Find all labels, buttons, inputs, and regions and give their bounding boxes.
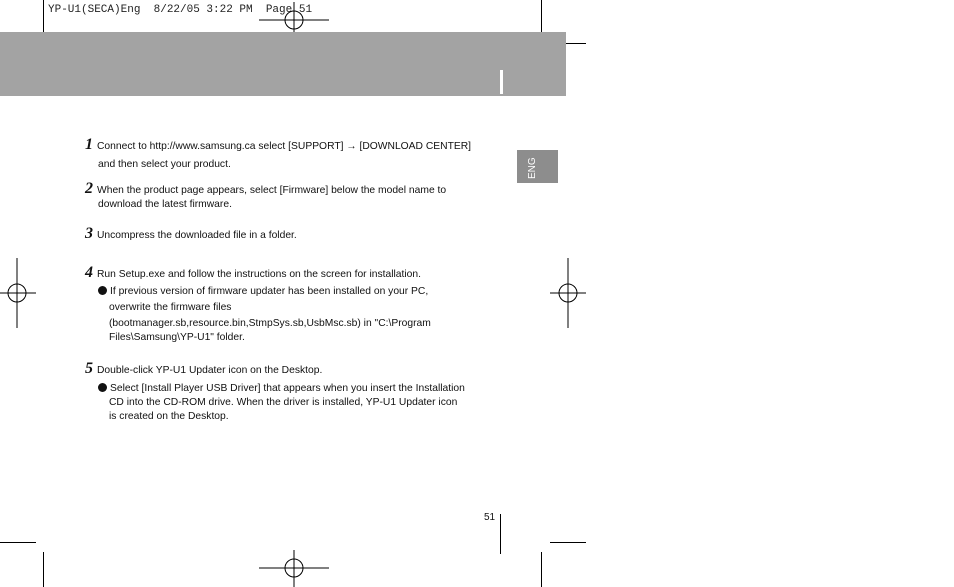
step-4 <box>85 266 485 282</box>
bullet-icon <box>98 383 107 392</box>
step-text: When the product page appears, select [Firmware] below the model name to <box>97 185 447 196</box>
step-1 <box>85 138 485 172</box>
step-text-continued: download the latest firmware. <box>98 199 232 210</box>
page-number: 51 <box>484 512 496 523</box>
crop-mark-tl-v <box>43 0 44 36</box>
step-5-note <box>98 382 488 424</box>
crop-mark-br-h <box>550 542 586 543</box>
page-title: To Upgrade Firmware <box>661 66 880 89</box>
note-text: CD into the CD-ROM drive. When the driver is installed, YP-U1 Updater icon <box>109 397 458 408</box>
crop-mark-bl-v <box>43 552 44 587</box>
note-text: Files\Samsung\YP-U1" folder. <box>109 332 245 343</box>
crop-mark-tr-v <box>541 0 542 36</box>
note-text: (bootmanager.sb,resource.bin,StmpSys.sb,UsbMsc.sb) in "C:\Program <box>109 318 431 329</box>
step-number: 1 <box>85 136 93 153</box>
step-text: Run Setup.exe and follow the instructions on the screen for installation. <box>97 269 421 280</box>
crop-mark-br-v <box>541 552 542 587</box>
step-text: Connect to http://www.samsung.ca select [SUPPORT] → [DOWNLOAD CENTER] <box>97 141 472 152</box>
step-number: 4 <box>85 264 93 281</box>
step-number: 2 <box>85 180 93 197</box>
print-slug: YP-U1(SECA)Eng 8/22/05 3:22 PM Page 51 <box>48 4 313 16</box>
header-band <box>0 32 566 96</box>
step-2 <box>85 182 485 212</box>
registration-mark-bottom <box>259 550 329 587</box>
bullet-icon <box>98 286 107 295</box>
language-tab <box>517 150 558 183</box>
page-edge-rule <box>500 514 501 554</box>
step-number: 3 <box>85 225 93 242</box>
step-number: 5 <box>85 360 93 377</box>
note-text: If previous version of firmware updater has been installed on your PC, <box>110 286 429 297</box>
step-4-note <box>98 285 488 345</box>
note-text: Select [Install Player USB Driver] that appears when you insert the Installation <box>110 383 465 394</box>
step-5 <box>85 362 485 378</box>
note-text: is created on the Desktop. <box>109 411 229 422</box>
registration-mark-left <box>0 258 36 328</box>
registration-mark-right <box>550 258 586 328</box>
crop-mark-bl-h <box>0 542 36 543</box>
step-text: Uncompress the downloaded file in a folder. <box>97 230 297 241</box>
step-text-continued: and then select your product. <box>98 159 231 170</box>
title-accent-bar <box>500 70 503 94</box>
step-text: Double-click YP-U1 Updater icon on the Desktop. <box>97 365 323 376</box>
step-3 <box>85 227 485 243</box>
note-text: overwrite the firmware files <box>109 302 232 313</box>
language-tab-label: ENG <box>527 157 538 179</box>
